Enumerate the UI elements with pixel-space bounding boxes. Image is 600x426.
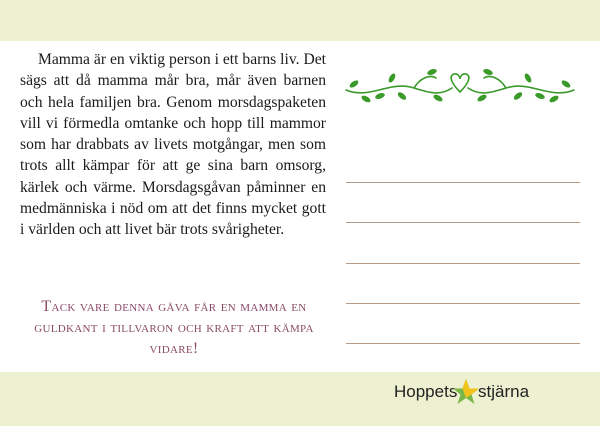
vine-heart-ornament-icon [340,66,580,110]
logo-word-right: stjärna [478,382,530,401]
writing-line-5 [346,343,580,344]
writing-line-2 [346,222,580,223]
top-band [0,0,600,41]
writing-line-4 [346,303,580,304]
logo-word-left: Hoppets [394,382,458,401]
closing-message: Tack vare denna gåva får en mamma en guldkant i tillvaron och kraft att kämpa vidare! [34,298,314,357]
star-icon [452,378,480,406]
message-paragraph: Mamma är en viktig person i ett barns liv. Det sägs att då mamma mår bra, mår även barnen och hela familjen bra. Genom morsdagspaketen vill vi förmedla omtanke och hopp till mammor som har drabbats av livets motgångar, men som trots allt kämpar för att ge sina barn omsorg, kärlek och värme. Morsdagsgåvan påminner en medmänniska i nöd om att det finns mycket gott i världen och att livet bär trots svårigheter. [20,51,326,239]
writing-line-1 [346,182,580,183]
writing-line-3 [346,263,580,264]
hoppets-stjarna-logo [394,374,554,408]
